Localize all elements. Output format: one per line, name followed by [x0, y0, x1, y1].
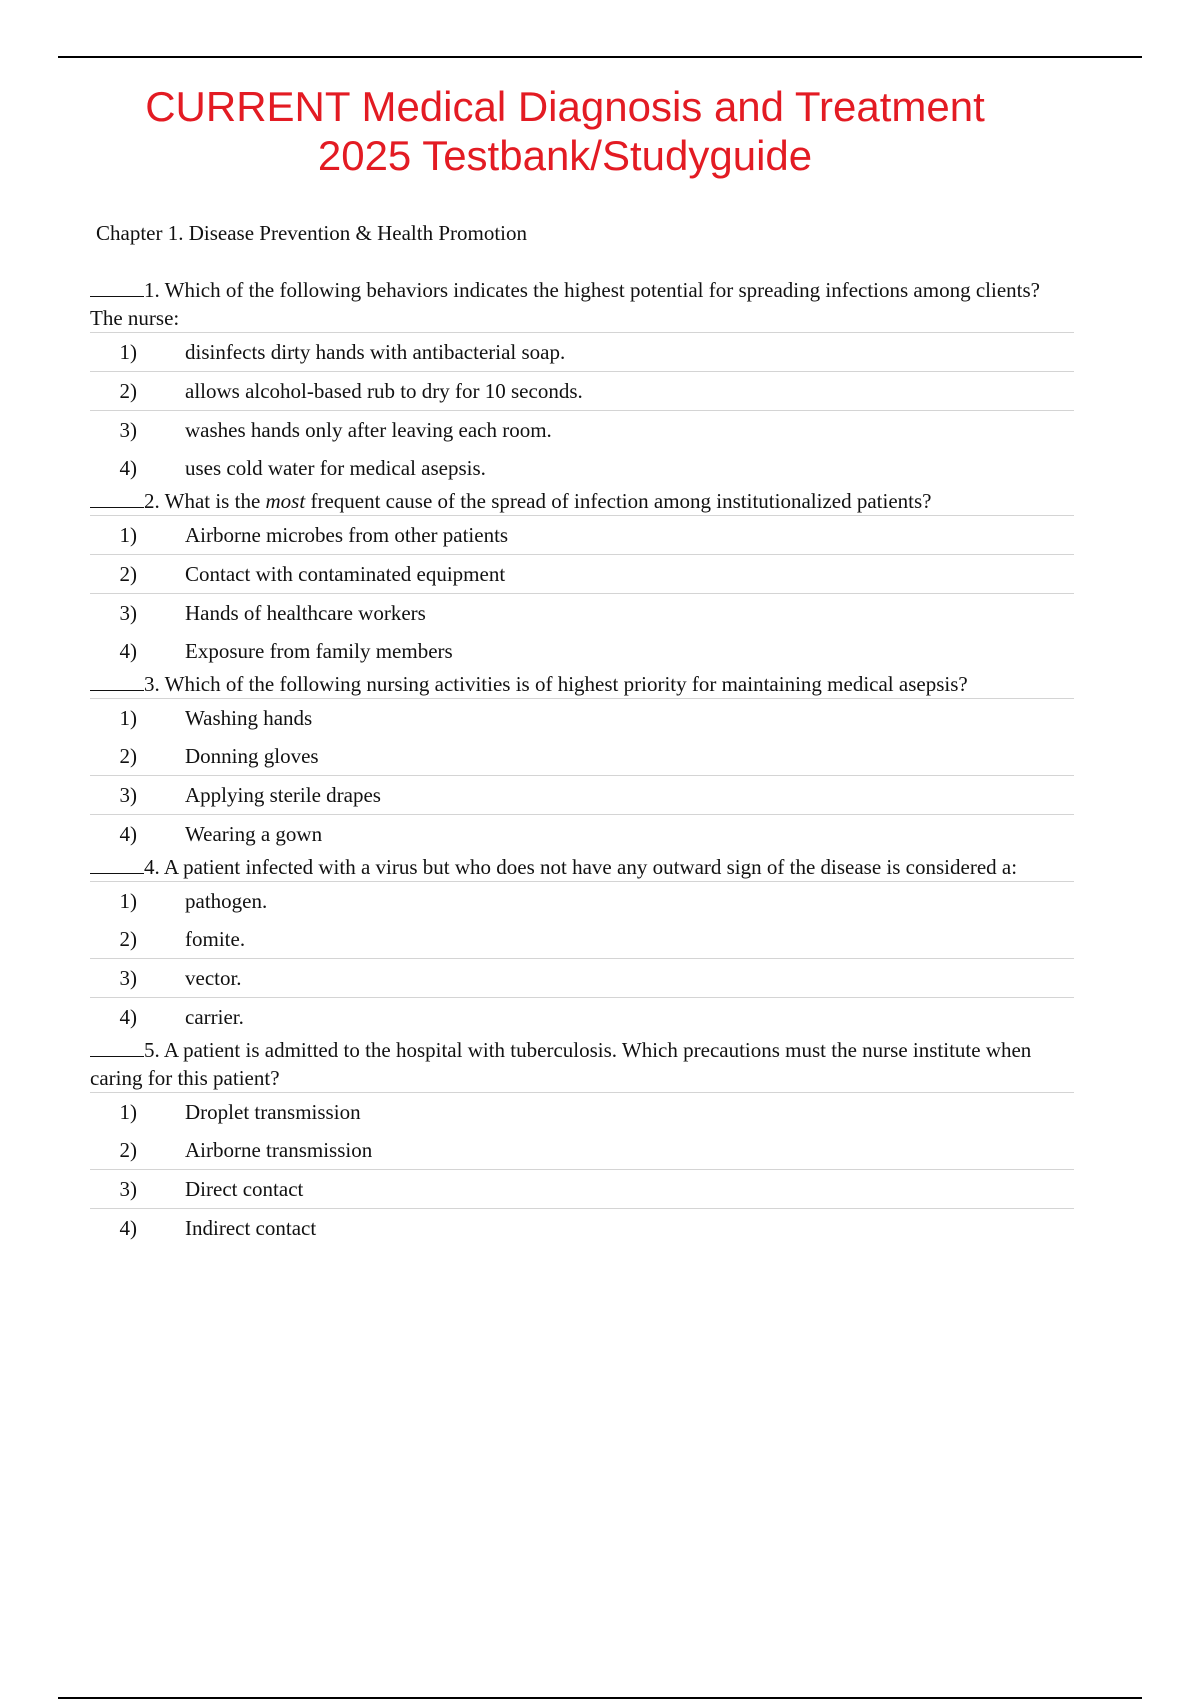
option-row: [90, 775, 1074, 814]
option-row: [90, 1208, 1074, 1247]
options-list: [90, 332, 1074, 487]
question-4: [90, 853, 1074, 1036]
option-row: [90, 632, 1074, 670]
answer-blank: [90, 278, 144, 297]
question-1: [90, 276, 1074, 487]
emphasis-text: most: [265, 489, 306, 513]
option-text: allows alcohol-based rub to dry for 10 seconds.: [185, 378, 583, 403]
question-text: 5. A patient is admitted to the hospital with tuberculosis. Which precautions must the nurse institute when caring for this patient?: [90, 1038, 1032, 1090]
question-text: 4. A patient infected with a virus but who does not have any outward sign of the disease is considered a:: [90, 853, 1074, 881]
option-number: 1): [119, 1099, 137, 1124]
option-row: [90, 737, 1074, 775]
question-text: 3. Which of the following nursing activities is of highest priority for maintaining medical asepsis?: [90, 670, 1074, 698]
option-text: Airborne microbes from other patients: [185, 522, 509, 547]
option-row: [90, 920, 1074, 958]
option-text: Washing hands: [185, 705, 313, 730]
option-text: pathogen.: [185, 888, 268, 913]
title-line-2: 2025 Testbank/Studyguide: [317, 132, 813, 179]
answer-blank: [90, 672, 144, 691]
option-number: 4): [119, 1215, 137, 1240]
option-number: 4): [119, 638, 137, 663]
option-text: Applying sterile drapes: [185, 782, 381, 807]
title-line-1: CURRENT Medical Diagnosis and Treatment: [145, 83, 985, 130]
options-list: [90, 698, 1074, 853]
option-number: 1): [119, 339, 137, 364]
document-title: [0, 82, 1130, 180]
option-number: 2): [119, 1137, 137, 1162]
option-number: 2): [119, 378, 137, 403]
chapter-heading: Chapter 1. Disease Prevention & Health Promotion: [96, 221, 528, 245]
option-number: 4): [119, 1004, 137, 1029]
option-row: [90, 1169, 1074, 1208]
question-5: [90, 1036, 1074, 1247]
option-text: Wearing a gown: [185, 821, 323, 846]
option-row: [90, 332, 1074, 371]
answer-blank: [90, 1038, 144, 1057]
option-row: [90, 554, 1074, 593]
option-row: [90, 371, 1074, 410]
option-row: [90, 814, 1074, 853]
option-number: 2): [119, 561, 137, 586]
option-number: 3): [119, 965, 137, 990]
option-row: [90, 1092, 1074, 1131]
question-text: 1. Which of the following behaviors indicates the highest potential for spreading infections among clients? The nurse:: [90, 278, 1040, 330]
option-number: 1): [119, 522, 137, 547]
option-text: Direct contact: [185, 1176, 304, 1201]
option-text: washes hands only after leaving each room.: [185, 417, 552, 442]
option-text: Airborne transmission: [185, 1137, 373, 1162]
option-text: carrier.: [185, 1004, 244, 1029]
option-row: [90, 958, 1074, 997]
option-row: [90, 449, 1074, 487]
question-list: [90, 276, 1074, 1247]
options-list: [90, 1092, 1074, 1247]
answer-blank: [90, 855, 144, 874]
option-row: [90, 1131, 1074, 1169]
option-number: 3): [119, 1176, 137, 1201]
question-text: 2. What is the most frequent cause of the spread of infection among institutionalized patients?: [90, 487, 1074, 515]
option-row: [90, 593, 1074, 632]
option-number: 1): [119, 888, 137, 913]
option-text: Droplet transmission: [185, 1099, 361, 1124]
option-text: Exposure from family members: [185, 638, 453, 663]
option-number: 2): [119, 926, 137, 951]
option-row: [90, 997, 1074, 1036]
bottom-rule: [58, 1697, 1142, 1699]
question-3: [90, 670, 1074, 853]
option-text: Contact with contaminated equipment: [185, 561, 506, 586]
option-number: 1): [119, 705, 137, 730]
option-row: [90, 698, 1074, 737]
option-row: [90, 410, 1074, 449]
option-text: uses cold water for medical asepsis.: [185, 455, 486, 480]
option-text: disinfects dirty hands with antibacterial soap.: [185, 339, 566, 364]
answer-blank: [90, 489, 144, 508]
option-number: 4): [119, 821, 137, 846]
option-text: Indirect contact: [185, 1215, 317, 1240]
options-list: [90, 515, 1074, 670]
option-row: [90, 881, 1074, 920]
option-text: vector.: [185, 965, 242, 990]
option-number: 3): [119, 417, 137, 442]
options-list: [90, 881, 1074, 1036]
option-row: [90, 515, 1074, 554]
top-rule: [58, 56, 1142, 58]
option-number: 3): [119, 600, 137, 625]
option-text: Hands of healthcare workers: [185, 600, 426, 625]
option-number: 2): [119, 743, 137, 768]
option-number: 4): [119, 455, 137, 480]
option-text: Donning gloves: [185, 743, 319, 768]
option-text: fomite.: [185, 926, 246, 951]
question-2: [90, 487, 1074, 670]
option-number: 3): [119, 782, 137, 807]
